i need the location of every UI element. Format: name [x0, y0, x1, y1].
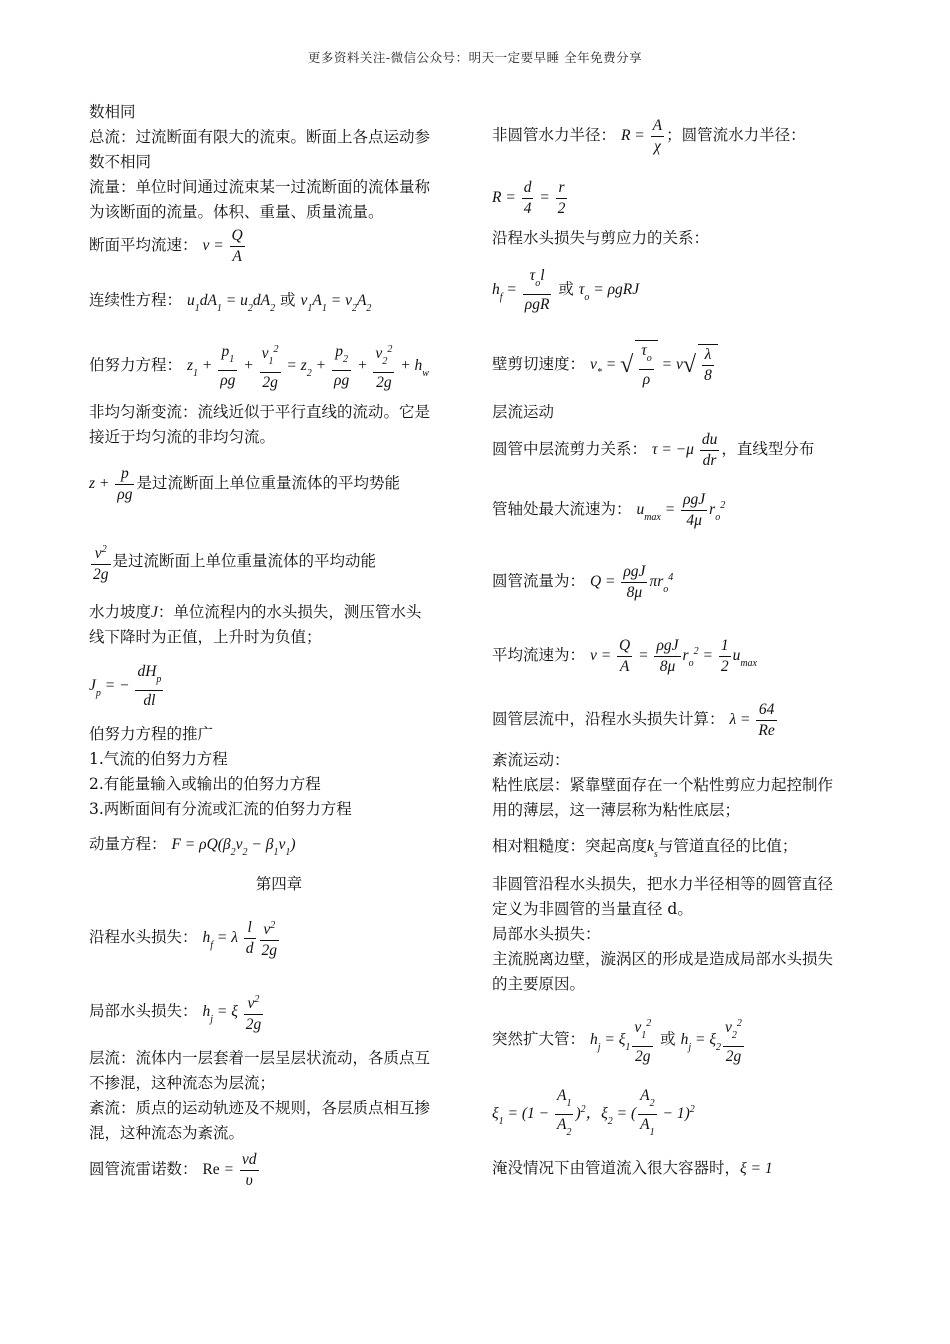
- text-line: 2.有能量输入或输出的伯努力方程: [89, 775, 321, 793]
- formula-slope: $J_p$ = − $\frac{dH_p}{dl}$: [89, 663, 162, 709]
- chapter-title: 第四章: [255, 875, 303, 893]
- text-line: 伯努力方程的推广: [89, 725, 214, 743]
- formula-wall-shear: 壁剪切速度： $v_*$ = √ $\frac{\tau_o}{\rho}$ = v√ $\frac{\lambda}{8}$: [492, 340, 718, 390]
- text-line: 非均匀渐变流：流线近似于平行直线的流动。它是: [89, 403, 431, 421]
- text-line: 线下降时为正值，上升时为负值；: [89, 628, 322, 646]
- formula-kinetic: $\frac{v^2}{2g}$ 是过流断面上单位重量流体的平均动能: [89, 540, 376, 585]
- formula-mean-velocity: 平均流速为： v = $\frac{Q}{A}$ = $\frac{\text{ρgJ}}{8\mu}$ $r_o^2$ = $\frac{1}{2}$ $u_{max}$: [492, 637, 757, 675]
- section-title: 紊流运动：: [492, 751, 570, 769]
- formula-laminar-shear: 圆管中层流剪力关系： τ = −μ $\frac{du}{dr}$ ，直线型分布: [492, 431, 815, 469]
- formula-avg-velocity: 断面平均流速： v = $\frac{Q}{A}$: [89, 227, 243, 265]
- formula-circular-radius: R = $\frac{d}{4}$ = $\frac{r}{2}$: [492, 179, 566, 217]
- text-line: 沿程水头损失与剪应力的关系：: [492, 229, 710, 247]
- formula-momentum: 动量方程： $F = \rho Q(\beta_2v_2 - \beta_1v_1)$: [89, 835, 296, 858]
- text-line: 粘性底层：紧靠壁面存在一个粘性剪应力起控制作: [492, 776, 834, 794]
- formula-reynolds: 圆管流雷诺数： Re = $\frac{vd}{\upsilon}$: [89, 1151, 257, 1189]
- text-line: 水力坡度J：单位流程内的水头损失，测压管水头: [89, 603, 422, 621]
- section-title: 层流运动: [492, 403, 555, 421]
- section-title: 局部水头损失：: [492, 925, 601, 943]
- text-line: 紊流：质点的运动轨迹及不规则，各层质点相互掺: [89, 1099, 431, 1117]
- formula-laminar-loss: 圆管层流中，沿程水头损失计算： λ = $\frac{64}{Re}$: [492, 701, 775, 739]
- text-line: 主流脱离边壁，漩涡区的形成是造成局部水头损失: [492, 950, 834, 968]
- text-line: 数不相同: [89, 153, 152, 171]
- text-line: 1.气流的伯努力方程: [89, 750, 228, 768]
- text-line: 非圆管沿程水头损失，把水力半径相等的圆管直径: [492, 875, 834, 893]
- text-line: 的主要原因。: [492, 975, 586, 993]
- formula-potential: z + $\frac{p}{\rho g}$ 是过流断面上单位重量流体的平均势能: [89, 465, 400, 503]
- formula-hydraulic-radius: 非圆管水力半径： R = $\frac{A}{\chi}$ ；圆管流水力半径：: [492, 117, 806, 155]
- formula-umax: 管轴处最大流速为： $u_{max}$ = $\frac{\text{ρgJ}}{4\mu}$ $r_o^2$: [492, 491, 726, 529]
- text-line: 数相同: [89, 103, 136, 121]
- formula-local-loss: 局部水头损失： $h_j = \xi$ $\frac{v^2}{2g}$: [89, 990, 265, 1035]
- formula-loss-coefficients: $\xi_1 = (1$ − $\frac{A_1}{A_2}$ )$^2$，$\xi_2$ = ( $\frac{A_2}{A_1}$ − 1)$^2$: [492, 1087, 695, 1138]
- text-line: 不掺混，这种流态为层流；: [89, 1074, 276, 1092]
- formula-bernoulli: 伯努力方程： $z_1$ + $\frac{p_1}{\rho g}$ + $\frac{v_1^2}{2g}$ = $z_2$ + $\frac{p_2}{\rho g}$ + $\frac{v_2^2}{2g}$ + $h_w$: [89, 340, 429, 393]
- formula-shear: $h_f$ = $\frac{\tau_ol}{\text{ρgR}}$ 或 $\tau_o = \rho gRJ$: [492, 267, 640, 313]
- text-line: 总流：过流断面有限大的流束。断面上各点运动参: [89, 128, 431, 146]
- formula-continuity: 连续性方程： $u_1dA_1 = u_2dA_2$ 或 $v_1A_1 = v_2A_2$: [89, 291, 372, 314]
- text-line: 混，这种流态为紊流。: [89, 1124, 245, 1142]
- text-line: 流量：单位时间通过流束某一过流断面的流体量称: [89, 178, 431, 196]
- text-line: 用的薄层，这一薄层称为粘性底层；: [492, 801, 741, 819]
- page-header: 更多资料关注-微信公众号：明天一定要早睡 全年免费分享: [307, 50, 643, 65]
- formula-flow: 圆管流量为： Q = $\frac{\text{ρgJ}}{8\mu}$ $\pi r_o^4$: [492, 563, 674, 601]
- text-line: 相对粗糙度：突起高度$k_s$与管道直径的比值；: [492, 837, 798, 860]
- formula-friction-loss: 沿程水头损失： $h_f = \lambda$ $\frac{l}{d}$ $\frac{v^2}{2g}$: [89, 916, 281, 961]
- text-line: 为该断面的流量。体积、重量、质量流量。: [89, 203, 384, 221]
- text-line: 3.两断面间有分流或汇流的伯努力方程: [89, 800, 352, 818]
- text-line: 淹没情况下由管道流入很大容器时，ξ = 1: [492, 1159, 773, 1177]
- text-line: 接近于均匀流的非均匀流。: [89, 428, 276, 446]
- text-line: 层流：流体内一层套着一层呈层状流动，各质点互: [89, 1049, 431, 1067]
- formula-sudden-expansion: 突然扩大管： $h_j = \xi_1$ $\frac{v_1^2}{2g}$ 或 $h_j = \xi_2$ $\frac{v_2^2}{2g}$: [492, 1014, 746, 1067]
- text-line: 定义为非圆管的当量直径 d。: [492, 900, 693, 918]
